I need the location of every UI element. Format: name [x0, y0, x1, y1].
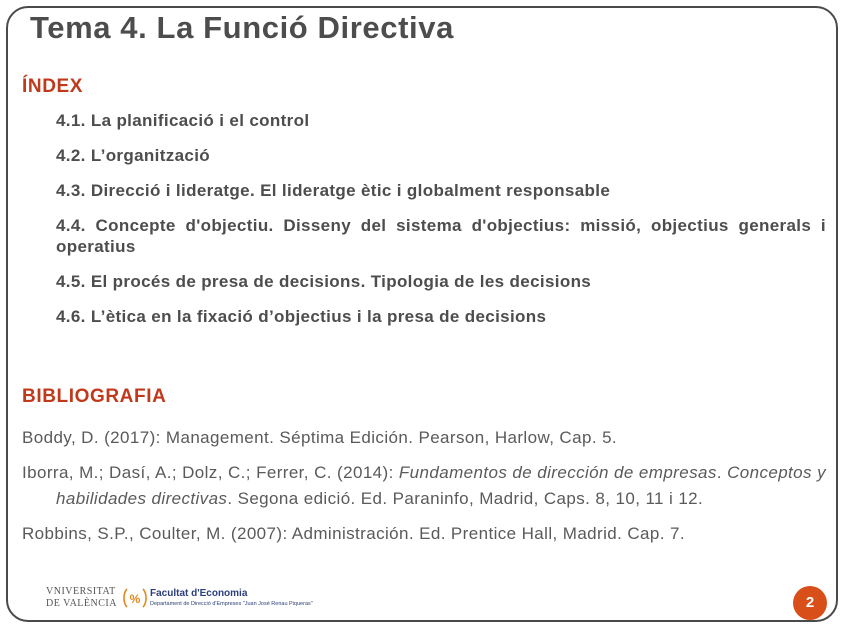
faculty-logo-icon [122, 587, 148, 609]
index-item-4-6: 4.6. L’ètica en la fixació d’objectius i la presa de decisions [56, 307, 547, 326]
bibliography-entry-iborra [22, 460, 826, 512]
bibliography-entry-robbins [22, 521, 826, 547]
university-name-line2: DE VALÈNCIA [46, 598, 117, 609]
bibliography-text: Boddy, D. (2017): Management. Séptima Edición. Pearson, Harlow, Cap. 5. [22, 428, 618, 447]
bibliography-text: Iborra, M.; Dasí, A.; Dolz, C.; Ferrer, C. (2014): [22, 463, 399, 482]
index-item-4-2: 4.2. L’organització [56, 146, 211, 165]
faculty-logo-symbol: % [129, 592, 141, 606]
page-number-badge: 2 [793, 586, 827, 620]
index-heading: ÍNDEX [22, 76, 84, 97]
university-name-line1: VNIVERSITAT [46, 586, 116, 597]
bibliography-book-title: Fundamentos de dirección de empresas [398, 463, 717, 482]
index-list [56, 110, 826, 341]
department-name: Departament de Direcció d'Empreses "Juan José Renau Piqueras" [150, 601, 313, 607]
index-item-4-3: 4.3. Direcció i lideratge. El lideratge ètic i globalment responsable [56, 181, 611, 200]
index-item-4-4: 4.4. Concepte d'objectiu. Disseny del sistema d'objectius: missió, objectius generals i operatius [56, 216, 826, 256]
bibliography-entry-boddy [22, 425, 826, 451]
bibliography-text: Robbins, S.P., Coulter, M. (2007): Administración. Ed. Prentice Hall, Madrid. Cap. 7. [22, 524, 685, 543]
slide-title: Tema 4. La Funció Directiva [30, 10, 454, 45]
bibliography-heading: BIBLIOGRAFIA [22, 386, 167, 407]
index-item-4-5: 4.5. El procés de presa de decisions. Tipologia de les decisions [56, 272, 592, 291]
faculty-text [150, 588, 313, 607]
index-item-4-1: 4.1. La planificació i el control [56, 111, 310, 130]
bibliography-list [22, 425, 826, 556]
faculty-name: Facultat d'Economia [150, 588, 248, 599]
bibliography-text: . Segona edició. Ed. Paraninfo, Madrid, Caps. 8, 10, 11 i 12. [227, 489, 704, 508]
footer-logos [46, 585, 426, 615]
bibliography-text: . [716, 463, 728, 482]
bibliography-book-subtitle: Conceptos y habilidades directivas [56, 463, 826, 508]
university-logo [46, 585, 120, 613]
